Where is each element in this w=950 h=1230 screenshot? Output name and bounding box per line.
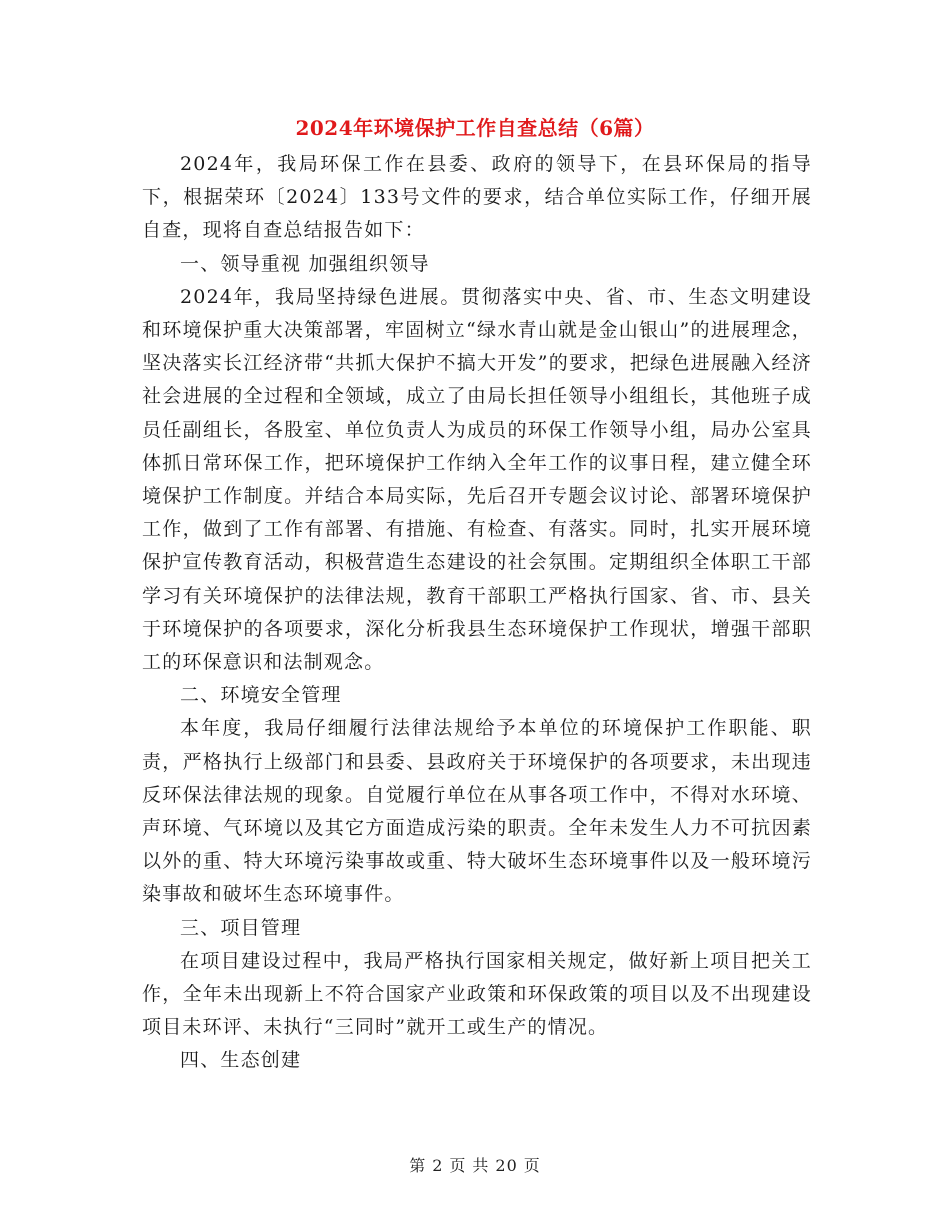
- footer-page-prefix: 第: [409, 1156, 427, 1175]
- footer-total-unit: 页: [523, 1156, 541, 1175]
- section-heading-3: 三、项目管理: [180, 916, 302, 939]
- document-title: 2024年环境保护工作自查总结（6篇）: [295, 116, 655, 140]
- document-body: [142, 148, 812, 1078]
- page-footer: [0, 1153, 950, 1176]
- paragraph-intro: 2024年，我局环保工作在县委、政府的领导下，在县环保局的指导下，根据荣环〔2024〕133号文件的要求，结合单位实际工作，仔细开展自查，现将自查总结报告如下：: [142, 153, 812, 242]
- section-heading-2: 二、环境安全管理: [180, 684, 342, 707]
- footer-total-prefix: 共: [472, 1156, 490, 1175]
- section-heading-1: 一、领导重视 加强组织领导: [180, 252, 430, 275]
- footer-page-number: 2: [432, 1156, 444, 1175]
- section-heading-4: 四、生态创建: [180, 1049, 302, 1072]
- footer-page-unit: 页: [449, 1156, 467, 1175]
- paragraph-project: 在项目建设过程中，我局严格执行国家相关规定，做好新上项目把关工作，全年未出现新上不符合国家产业政策和环保政策的项目以及不出现建设项目未环评、未执行“三同时”就开工或生产的情况。: [142, 949, 812, 1039]
- footer-total-pages: 20: [495, 1156, 518, 1175]
- paragraph-leadership: 2024年，我局坚持绿色进展。贯彻落实中央、省、市、生态文明建设和环境保护重大决策部署，牢固树立“绿水青山就是金山银山”的进展理念，坚决落实长江经济带“共抓大保护不搞大开发”的要求，把绿色进展融入经济社会进展的全过程和全领域，成立了由局长担任领导小组组长，其他班子成员任副组长，各股室、单位负责人为成员的环保工作领导小组，局办公室具体抓日常环保工作，把环境保护工作纳入全年工作的议事日程，建立健全环境保护工作制度。并结合本局实际，先后召开专题会议讨论、部署环境保护工作，做到了工作有部署、有措施、有检查、有落实。同时，扎实开展环境保护宣传教育活动，积极营造生态建设的社会氛围。定期组织全体职工干部学习有关环境保护的法律法规，教育干部职工严格执行国家、省、市、县关于环境保护的各项要求，深化分析我县生态环境保护工作现状，增强干部职工的环保意识和法制观念。: [142, 285, 812, 674]
- paragraph-safety: 本年度，我局仔细履行法律法规给予本单位的环境保护工作职能、职责，严格执行上级部门和县委、县政府关于环境保护的各项要求，未出现违反环保法律法规的现象。自觉履行单位在从事各项工作中，不得对水环境、声环境、气环境以及其它方面造成污染的职责。全年未发生人力不可抗因素以外的重、特大环境污染事故或重、特大破坏生态环境事件以及一般环境污染事故和破坏生态环境事件。: [142, 717, 812, 906]
